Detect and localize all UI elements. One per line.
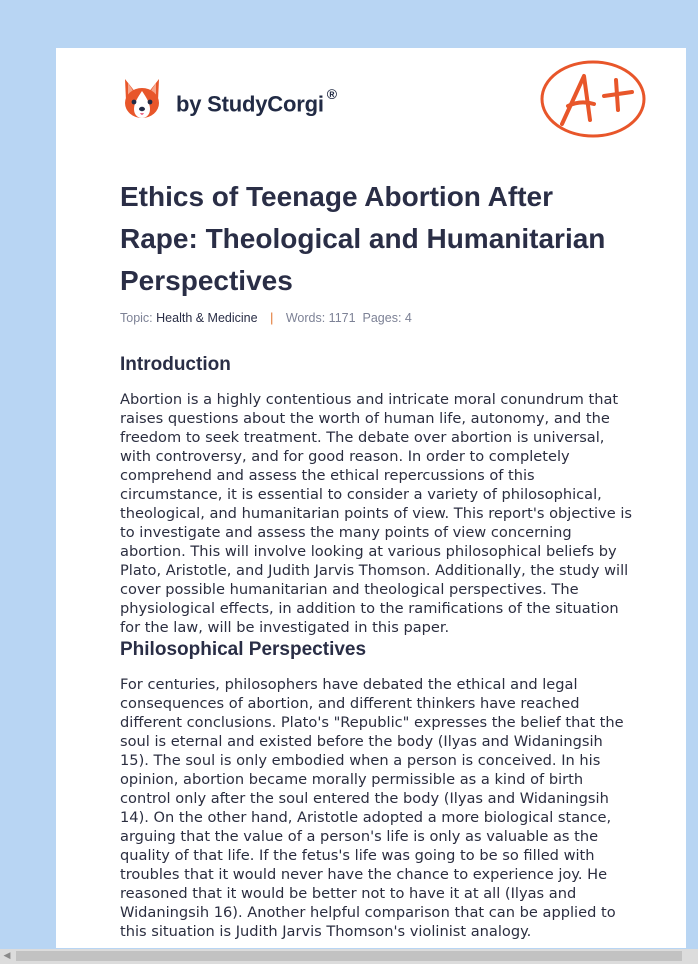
horizontal-scrollbar[interactable]: [0, 949, 698, 964]
brand-name: by StudyCorgi ®: [176, 86, 337, 117]
section-heading-philosophical: Philosophical Perspectives: [120, 639, 367, 660]
scrollbar-thumb[interactable]: [16, 951, 682, 961]
pages-label: Pages:: [362, 311, 402, 325]
page-title: Ethics of Teenage Abortion After Rape: Theological and Humanitarian Perspectives: [120, 181, 606, 296]
article-body: [120, 353, 634, 941]
section-heading-introduction: Introduction: [120, 354, 231, 375]
section-paragraph-philosophical: For centuries, philosophers have debated the ethical and legal consequences of abortion, and different thinkers have reached different conclusions. Plato's "Republic" expresses the belief that the soul is eternal and existed before the body (Ilyas and Widaningsih 15). The soul is only embodied when a person is conceived. In his opinion, abortion became morally permissible as a kind of birth control only after the soul entered the body (Ilyas and Widaningsih 14). On the other hand, Aristotle adopted a more biological stance, arguing that the value of a person's life is only as valuable as the quality of that life. If the fetus's life was going to be so filled with troubles that it would never have the chance to experience joy. He reasoned that it would be better not to have it at all (Ilyas and Widaningsih 16). Another helpful comparison that can be applied to this situation is Judith Jarvis Thomson's violinist analogy.: [120, 676, 624, 940]
words-value: 1171: [328, 311, 356, 325]
document-page: [56, 48, 686, 948]
grade-badge: [538, 58, 648, 144]
a-plus-icon: [538, 58, 648, 140]
scroll-left-icon[interactable]: ◀: [3, 951, 11, 961]
registered-mark: ®: [326, 86, 337, 103]
pages-value: 4: [404, 311, 412, 325]
section-paragraph-introduction: Abortion is a highly contentious and intricate moral conundrum that raises questions about the worth of human life, autonomy, and the freedom to seek treatment. The debate over abortion is universal, with controversy, and for good reason. In order to completely comprehend and assess the ethical repercussions of this circumstance, it is essential to consider a variety of philosophical, theological, and humanitarian points of view. This report's objective is to investigate and assess the many points of view concerning abortion. This will involve looking at various philosophical beliefs by Plato, Aristotle, and Judith Jarvis Thomson. Additionally, the study will cover possible humanitarian and theological perspectives. The physiological effects, in addition to the ramifications of the situation for the law, will be investigated in this paper.: [120, 391, 633, 636]
studycorgi-logo[interactable]: [122, 76, 337, 122]
meta-line: [120, 311, 412, 325]
meta-separator: |: [270, 311, 274, 325]
topic-link[interactable]: Health & Medicine: [156, 311, 258, 325]
corgi-icon: [122, 77, 162, 121]
topic-label: Topic:: [120, 311, 153, 325]
words-label: Words:: [285, 311, 326, 325]
